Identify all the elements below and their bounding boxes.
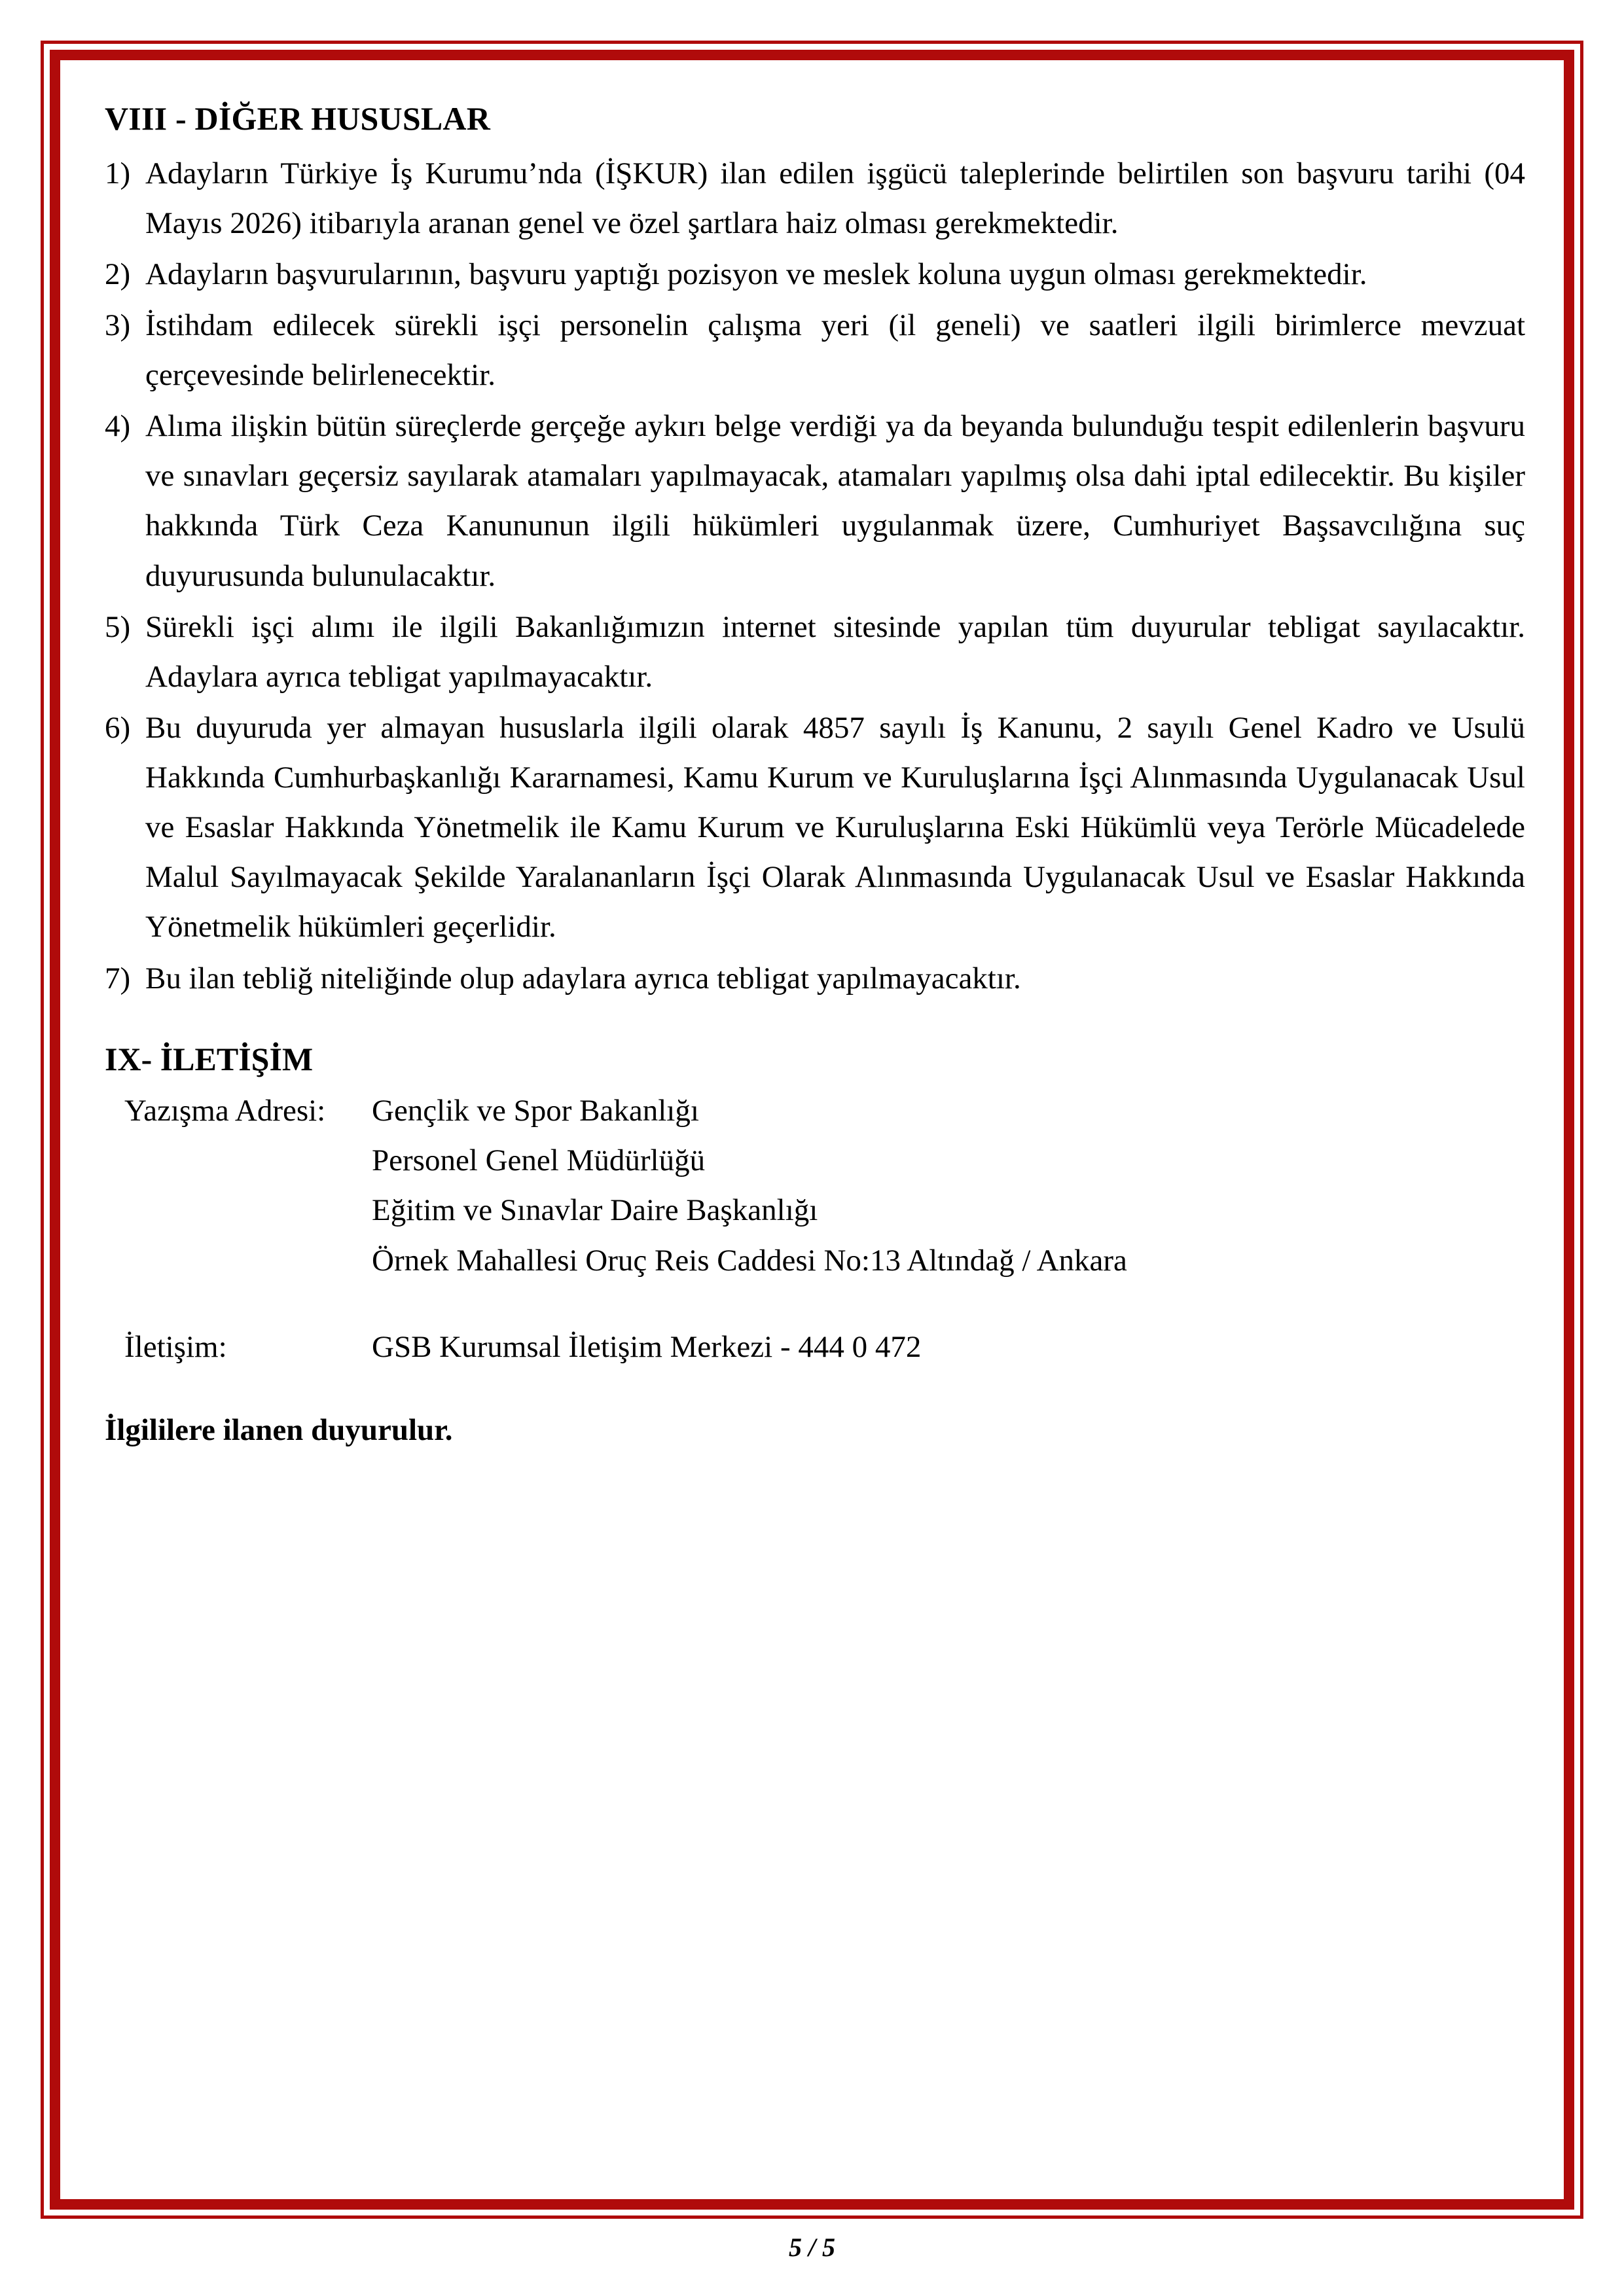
address-line: Eğitim ve Sınavlar Daire Başkanlığı <box>372 1193 818 1228</box>
section-heading-contact: IX- İLETİŞİM <box>105 1040 314 1077</box>
clause-item <box>105 703 1525 952</box>
clause-text: Adayların başvurularının, başvuru yaptığı pozisyon ve meslek koluna uygun olması gerekmektedir. <box>145 257 1367 291</box>
contact-block <box>105 1086 1525 1372</box>
address-line: Örnek Mahallesi Oruç Reis Caddesi No:13 Altındağ / Ankara <box>372 1243 1127 1278</box>
clause-marker: 7) <box>105 961 131 996</box>
clause-text: İstihdam edilecek sürekli işçi personelin çalışma yeri (il geneli) ve saatleri ilgili birimlerce mevzuat çerçevesinde belirlenecektir. <box>145 308 1525 392</box>
other-matters-clause-list <box>105 149 1525 1003</box>
clause-text: Alıma ilişkin bütün süreçlerde gerçeğe aykırı belge verdiği ya da beyanda bulunduğu tespit edilenlerin başvuru ve sınavları geçersiz sayılarak atamaları yapılmayacak, atamaları yapılmış olsa dahi iptal edilecektir. Bu kişiler hakkında Türk Ceza Kanununun ilgili hükümleri uygulanmak üzere, Cumhuriyet Başsavcılığına suç duyurusunda bulunulacaktır. <box>145 409 1525 593</box>
clause-text: Sürekli işçi alımı ile ilgili Bakanlığımızın internet sitesinde yapılan tüm duyurular tebligat sayılacaktır. Adaylara ayrıca tebligat yapılmayacaktır. <box>145 609 1525 694</box>
phone-value: GSB Kurumsal İletişim Merkezi - 444 0 472 <box>372 1329 922 1364</box>
clause-marker: 5) <box>105 609 131 644</box>
clause-marker: 2) <box>105 257 131 291</box>
clause-item <box>105 954 1525 1003</box>
clause-item <box>105 300 1525 400</box>
contact-row-spacer <box>105 1285 1525 1322</box>
clause-item <box>105 249 1525 299</box>
section-heading-other-matters: VIII - DİĞER HUSUSLAR <box>105 100 491 137</box>
clause-text: Adayların Türkiye İş Kurumu’nda (İŞKUR) ilan edilen işgücü taleplerinde belirtilen son başvuru tarihi (04 Mayıs 2026) itibarıyla aranan genel ve özel şartlara haiz olması gerekmektedir. <box>145 156 1525 240</box>
clause-item <box>105 149 1525 248</box>
clause-item <box>105 602 1525 702</box>
page-number-footer: 5 / 5 <box>788 2233 836 2262</box>
clause-marker: 1) <box>105 156 131 190</box>
clause-marker: 4) <box>105 409 131 444</box>
clause-item <box>105 401 1525 601</box>
section-spacer <box>105 1005 1525 1039</box>
address-line: Personel Genel Müdürlüğü <box>372 1143 706 1178</box>
clause-text: Bu ilan tebliğ niteliğinde olup adaylara ayrıca tebligat yapılmayacaktır. <box>145 961 1021 996</box>
page-content <box>105 98 1525 1453</box>
contact-address-values <box>372 1086 1525 1285</box>
contact-phone-label: İletişim: <box>124 1329 227 1364</box>
address-line: Gençlik ve Spor Bakanlığı <box>372 1094 699 1128</box>
contact-phone-row <box>105 1322 1525 1372</box>
contact-address-row <box>105 1086 1525 1285</box>
closing-statement: İlgililere ilanen duyurulur. <box>105 1412 453 1447</box>
contact-address-label: Yazışma Adresi: <box>124 1094 326 1128</box>
contact-phone-values <box>372 1322 1525 1372</box>
clause-text: Bu duyuruda yer almayan hususlarla ilgili olarak 4857 sayılı İş Kanunu, 2 sayılı Genel Kadro ve Usulü Hakkında Cumhurbaşkanlığı Kararnamesi, Kamu Kurum ve Kuruluşlarına İşçi Alınmasında Uygulanacak Usul ve Esaslar Hakkında Yönetmelik ile Kamu Kurum ve Kuruluşlarına Eski Hükümlü veya Terörle Mücadelede Malul Sayılmayacak Şekilde Yaralananların İşçi Olarak Alınmasında Uygulanacak Usul ve Esaslar Hakkında Yönetmelik hükümleri geçerlidir. <box>145 710 1525 944</box>
clause-marker: 3) <box>105 308 131 342</box>
clause-marker: 6) <box>105 710 131 745</box>
